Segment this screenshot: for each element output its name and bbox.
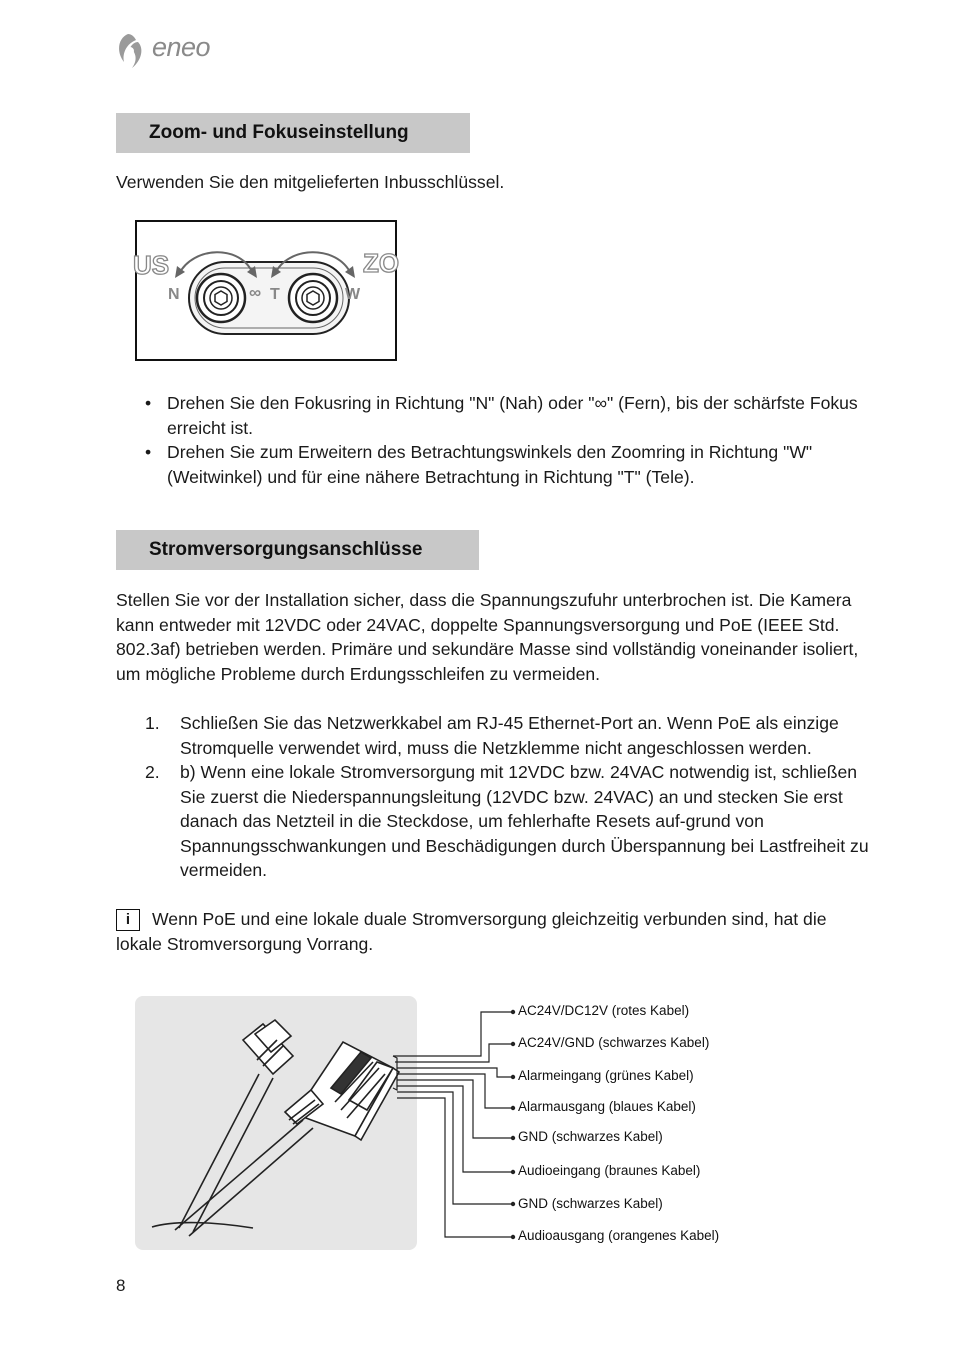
step-text: b) Wenn eine lokale Stromversorgung mit 12VDC bzw. 24VAC notwendig ist, schließen Sie zuerst die Niederspannungsleitung (12VDC bzw. 24VAC) an und stecken Sie erst danach das Netzteil in die Steckdose, um fehlerhafte Resets auf-grund von Spannungsschwankungen und Beschädigungen durch Überspannung bei Lastfreiheit zu vermeiden. [180, 762, 869, 880]
zoom-bullet-list [145, 391, 885, 489]
list-item [145, 440, 885, 489]
wire-label: Audioeingang (braunes Kabel) [518, 1163, 701, 1178]
focus-screw-icon [197, 274, 245, 322]
info-note-text: Wenn PoE und eine lokale duale Stromversorgung gleichzeitig verbunden sind, hat die lokale Stromversorgung Vorrang. [116, 909, 827, 954]
wire-label: GND (schwarzes Kabel) [518, 1129, 663, 1144]
list-item [145, 760, 885, 883]
label-n: N [168, 286, 180, 303]
label-zoom-fragment: ZO [363, 248, 400, 278]
page-number: 8 [116, 1276, 126, 1295]
label-w: W [345, 286, 361, 303]
label-infinity: ∞ [249, 283, 262, 302]
multi-connector-icon [285, 1042, 399, 1140]
bullet-symbol: • [145, 393, 152, 413]
info-icon: i [116, 909, 140, 931]
step-number: 1. [145, 713, 160, 733]
bullet-text: Drehen Sie den Fokusring in Richtung "N" (Nah) oder "∞" (Fern), bis der schärfste Fokus erreicht ist. [167, 393, 858, 438]
bullet-symbol: • [145, 442, 152, 462]
lens-adjust-figure [133, 220, 400, 361]
label-focus-fragment: US [133, 250, 170, 280]
power-intro: Stellen Sie vor der Installation sicher, dass die Spannungszufuhr unterbrochen ist. Die Kamera kann entweder mit 12VDC oder 24VAC, doppelte Spannungsversorgung und PoE (IEEE Std. 802.3af) betrieben werden. Primäre und sekundäre Masse sind vollständig voneinander isoliert, um mögliche Probleme durch Erdungsschleifen zu vermeiden. [116, 590, 859, 684]
zoom-intro: Verwenden Sie den mitgelieferten Inbusschlüssel. [116, 172, 505, 192]
wire-label: AC24V/GND (schwarzes Kabel) [518, 1035, 710, 1050]
bullet-text: Drehen Sie zum Erweitern des Betrachtungswinkels den Zoomring in Richtung "W" (Weitwinkel) und für eine nähere Betrachtung in Richtung "T" (Tele). [167, 442, 813, 487]
list-item [145, 711, 885, 760]
wire-label: GND (schwarzes Kabel) [518, 1196, 663, 1211]
zoom-screw-icon [289, 274, 337, 322]
step-number: 2. [145, 762, 160, 782]
wire-label: Audioausgang (orangenes Kabel) [518, 1228, 720, 1243]
wire-label: AC24V/DC12V (rotes Kabel) [518, 1003, 690, 1018]
step-text: Schließen Sie das Netzwerkkabel am RJ-45 Ethernet-Port an. Wenn PoE als einzige Stromquelle verwendet wird, muss die Netzklemme nicht angeschlossen werden. [180, 713, 839, 758]
brand-name: eneo [152, 32, 211, 62]
info-note [116, 907, 876, 956]
section-title-power: Stromversorgungsanschlüsse [116, 530, 479, 570]
lens-adjust-drawing [133, 222, 400, 363]
wire-label: Alarmeingang (grünes Kabel) [518, 1068, 694, 1083]
rj45-plug-icon [243, 1020, 293, 1074]
label-t: T [270, 286, 280, 303]
power-steps-list [145, 711, 885, 883]
section-title-zoom: Zoom- und Fokuseinstellung [116, 113, 470, 153]
wire-label: Alarmausgang (blaues Kabel) [518, 1099, 696, 1114]
list-item [145, 391, 885, 440]
